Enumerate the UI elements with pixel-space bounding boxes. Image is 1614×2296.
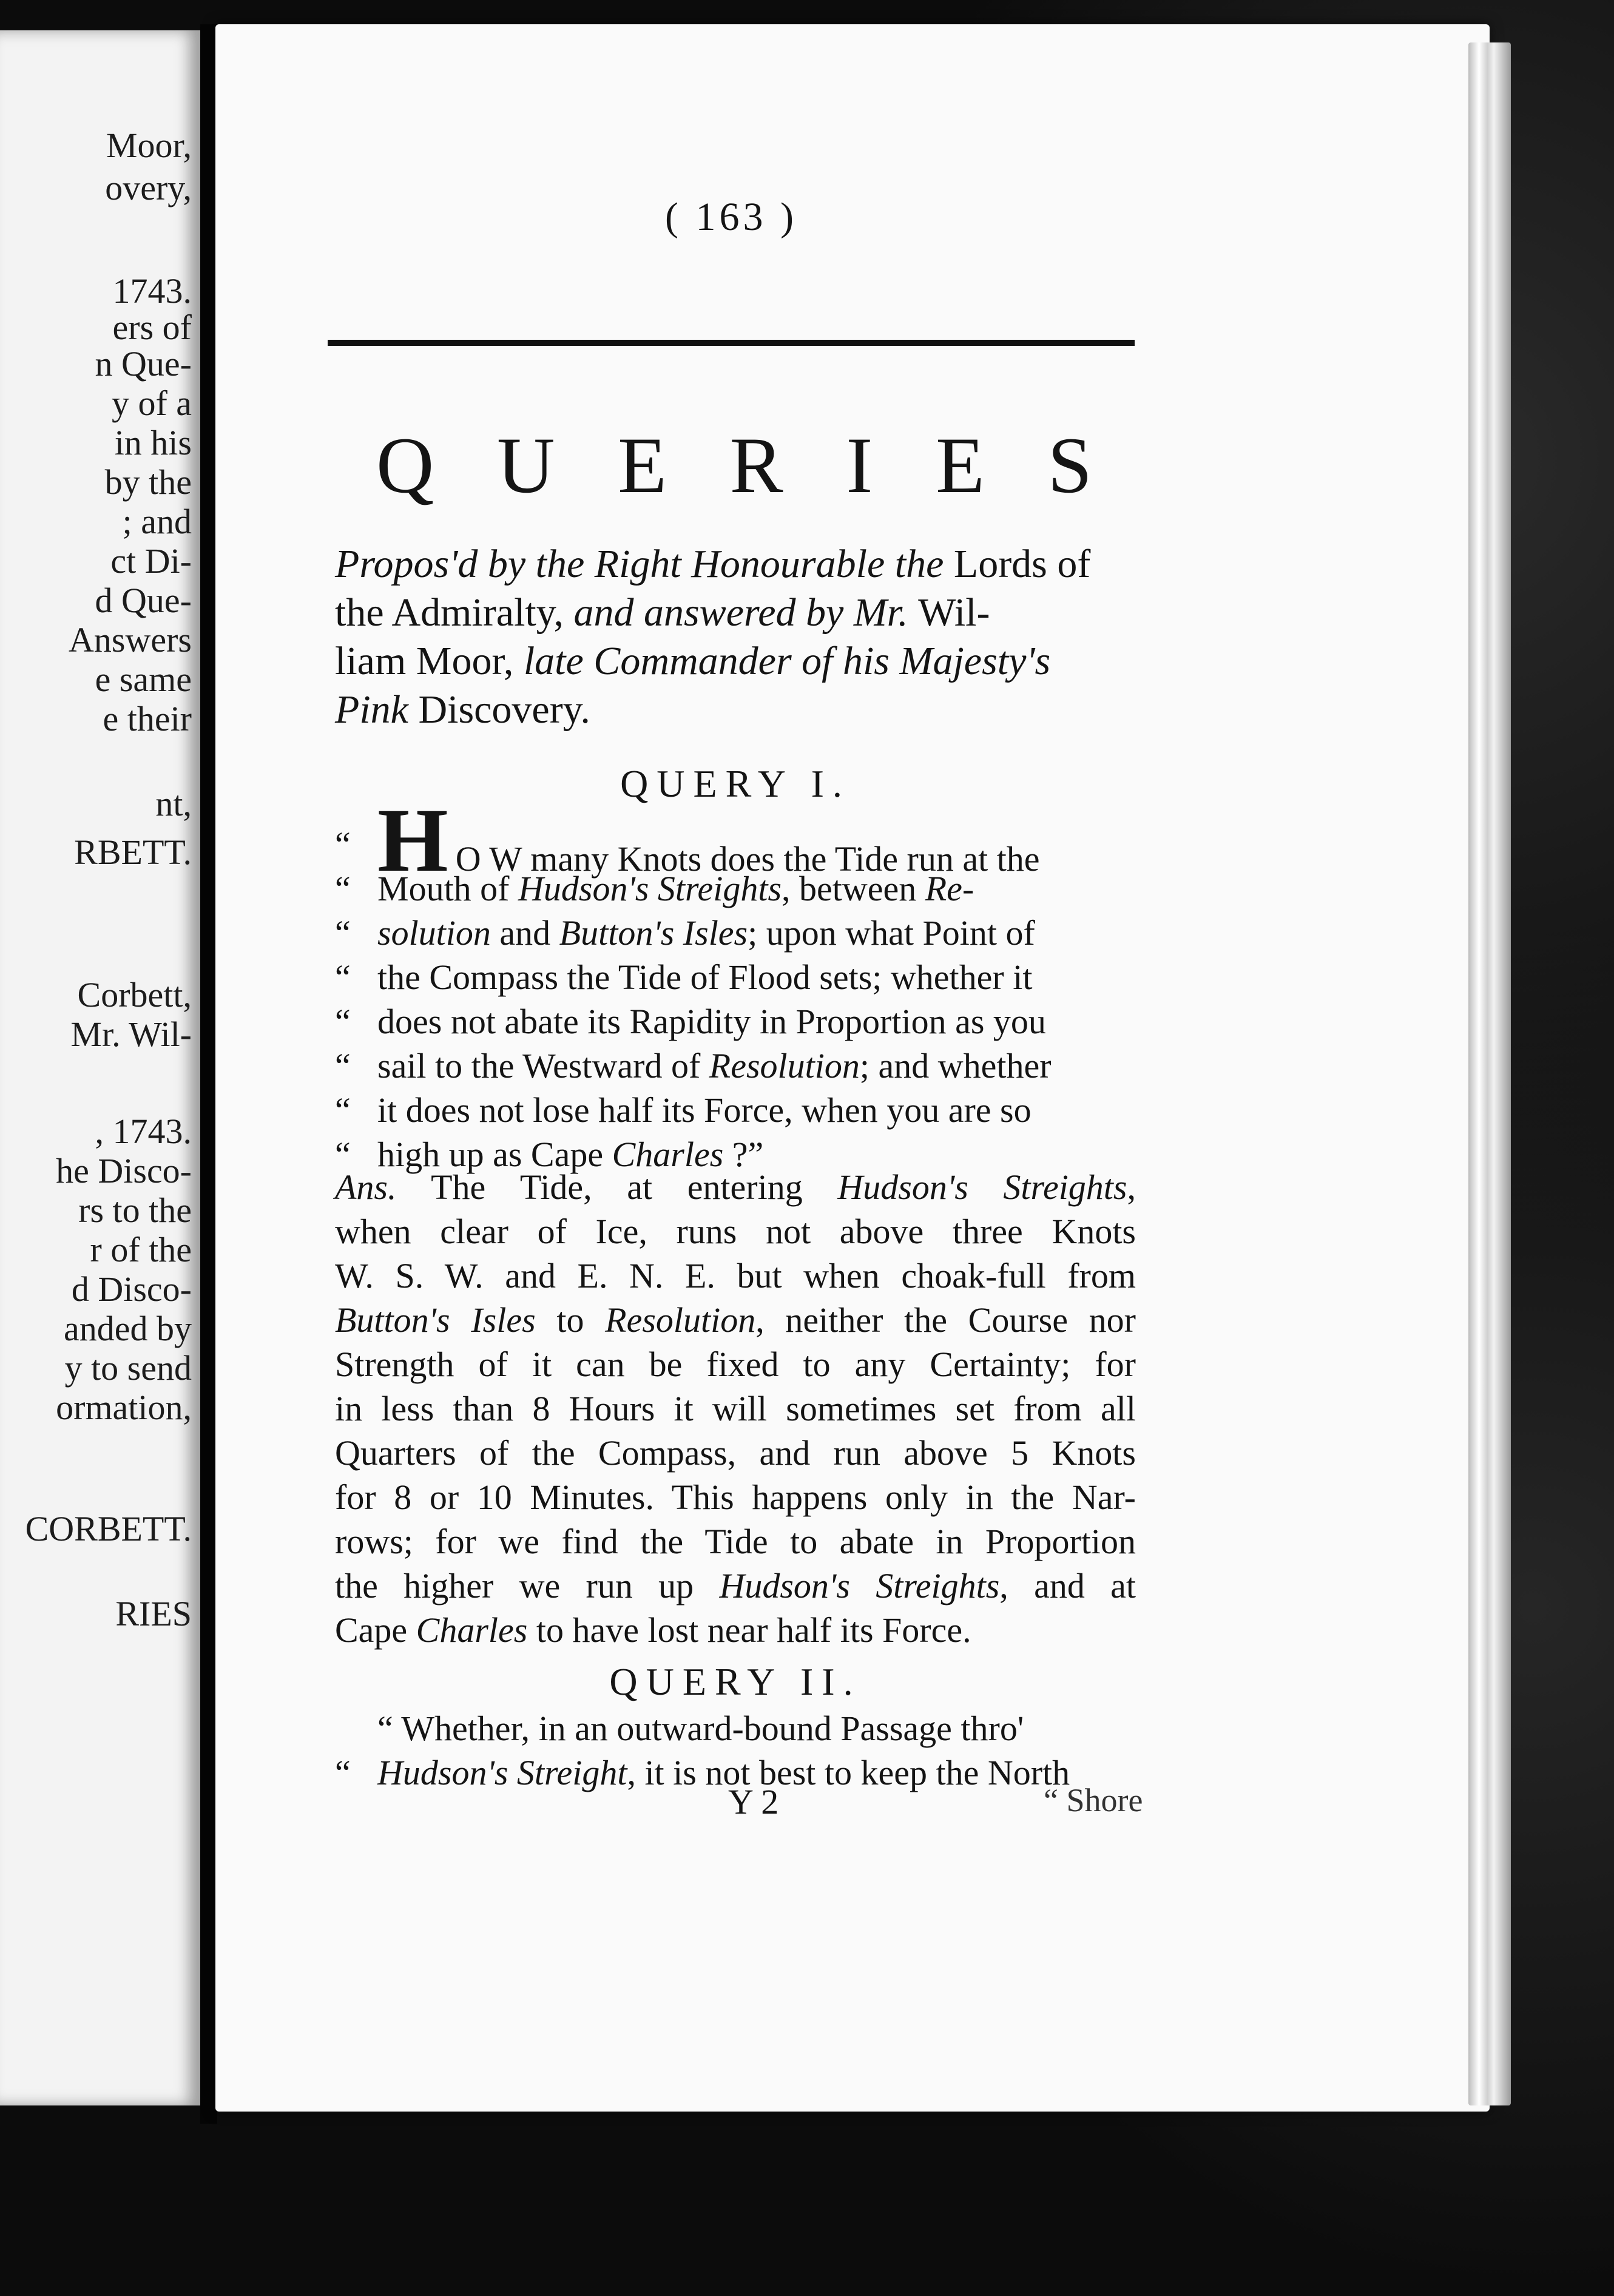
quotation-mark: “: [335, 1002, 351, 1041]
query-segment: it does not lose half its Force, when you are so: [377, 1090, 1032, 1130]
quotation-mark: “: [335, 1753, 351, 1792]
subtitle-segment: Wil-: [918, 590, 990, 635]
left-page-line: Mr. Wil-: [70, 1015, 192, 1054]
query-segment: Button's Isles: [559, 913, 748, 953]
left-page-line: y to send: [64, 1348, 192, 1388]
quotation-mark: “: [335, 869, 351, 908]
subtitle-line: [335, 686, 1136, 734]
answer-segment: , neither the Course nor: [755, 1300, 1136, 1340]
subtitle-line: [335, 589, 1136, 637]
query-segment: sail to the Westward of: [377, 1046, 709, 1086]
left-page-line: r of the: [90, 1230, 192, 1269]
query-segment: ?”: [723, 1135, 764, 1174]
quotation-mark: “: [335, 1135, 351, 1174]
query-segment: and: [490, 913, 559, 953]
left-page-line: RIES: [115, 1594, 192, 1633]
query-line: [335, 955, 1136, 999]
answer-line: [335, 1298, 1136, 1342]
query-segment: Mouth of: [377, 869, 518, 908]
query-line: [335, 1706, 1136, 1751]
answer-line: [335, 1431, 1136, 1475]
left-page-line: e their: [103, 699, 192, 738]
answer-segment: Cape: [335, 1610, 416, 1650]
query-segment: H: [377, 790, 448, 891]
previous-page-fragment: [0, 30, 200, 2105]
catchword: “ Shore: [1044, 1782, 1143, 1818]
answer-line: [335, 1608, 1136, 1652]
answer-line: [335, 1386, 1136, 1431]
left-page-line: e same: [95, 660, 192, 699]
left-page-line: Corbett,: [77, 975, 192, 1015]
left-page-line: CORBETT.: [25, 1509, 192, 1548]
subtitle-segment: and answered by Mr.: [573, 590, 919, 635]
query-segment: the Compass the Tide of Flood sets; whether it: [377, 957, 1033, 997]
answer-segment: Hudson's Streights: [837, 1167, 1127, 1207]
answer-segment: The Tide, at entering: [396, 1167, 838, 1207]
subtitle-segment: late Commander of his Majesty's: [523, 639, 1051, 683]
answer-1-text: [335, 1165, 1136, 1652]
answer-segment: when clear of Ice, runs not above three Knots: [335, 1212, 1136, 1251]
answer-segment: to: [535, 1300, 606, 1340]
left-page-line: he Disco-: [56, 1151, 192, 1190]
query-segment: “ Whether, in an outward-bound Passage thro': [377, 1709, 1024, 1748]
query-line-text: [377, 911, 1136, 955]
left-page-line: y of a: [111, 383, 192, 423]
page-number: ( 163 ): [665, 195, 797, 239]
answer-segment: W. S. W. and E. N. E. but when choak-full from: [335, 1256, 1136, 1295]
query-line: [335, 866, 1136, 911]
answer-line: [335, 1564, 1136, 1608]
answer-segment: the higher we run up: [335, 1566, 720, 1606]
left-page-line: 1743.: [112, 271, 192, 311]
query-line-text: [377, 1088, 1136, 1132]
left-page-line: rs to the: [78, 1190, 192, 1230]
subtitle-segment: Lords of: [953, 542, 1091, 586]
query-segment: Hudson's Streight: [377, 1753, 627, 1792]
query-segment: ; and whether: [859, 1046, 1052, 1086]
subtitle-line: [335, 637, 1136, 686]
query-1-text: [335, 790, 1136, 1177]
subtitle-line: [335, 540, 1136, 589]
subtitle-segment: the Admiralty,: [335, 590, 574, 635]
answer-line: [335, 1165, 1136, 1209]
answer-segment: in less than 8 Hours it will sometimes set from all: [335, 1389, 1136, 1428]
answer-segment: Ans.: [335, 1167, 397, 1207]
answer-line: [335, 1209, 1136, 1254]
answer-segment: , and at: [999, 1566, 1136, 1606]
left-page-line: ct Di-: [110, 541, 192, 581]
page-edges: [1468, 42, 1511, 2105]
answer-segment: to have lost near half its Force.: [527, 1610, 971, 1650]
subtitle-segment: Pink: [335, 687, 419, 732]
subtitle-segment: Propos'd by the Right Honourable the: [335, 542, 954, 586]
query-segment: ; upon what Point of: [748, 913, 1035, 953]
query-segment: , it is not best to keep the North: [627, 1753, 1070, 1792]
answer-line: [335, 1519, 1136, 1564]
title-letter: Q: [376, 420, 434, 510]
quotation-mark: “: [335, 1090, 351, 1130]
subtitle-segment: liam Moor,: [335, 639, 524, 683]
left-page-line: d Que-: [95, 581, 192, 620]
quotation-mark: “: [335, 825, 351, 864]
left-page-line: by the: [104, 462, 192, 502]
query-2-heading: QUERY II.: [609, 1660, 862, 1703]
answer-segment: ,: [1127, 1167, 1136, 1207]
query-segment: Hudson's Streights: [518, 869, 782, 908]
query-line-text: [377, 955, 1136, 999]
query-segment: Re-: [925, 869, 974, 908]
left-page-line: anded by: [64, 1309, 192, 1348]
answer-segment: Button's Isles: [335, 1300, 536, 1340]
answer-segment: Resolution: [605, 1300, 756, 1340]
answer-line: [335, 1254, 1136, 1298]
query-line: [335, 1088, 1136, 1132]
left-page-line: Answers: [69, 620, 192, 660]
answer-segment: Charles: [416, 1610, 528, 1650]
left-page-line: overy,: [105, 168, 192, 208]
left-page-line: Moor,: [106, 126, 192, 165]
left-page-line: d Disco-: [71, 1269, 192, 1309]
answer-segment: rows; for we find the Tide to abate in Proportion: [335, 1522, 1136, 1561]
title-letter: U: [497, 420, 555, 510]
left-page-line: RBETT.: [74, 832, 192, 872]
signature-mark: Y 2: [728, 1782, 779, 1822]
left-page-line: ers of: [112, 308, 192, 347]
query-segment: , between: [782, 869, 925, 908]
header-rule: [328, 340, 1135, 346]
query-segment: does not abate its Rapidity in Proportion as you: [377, 1002, 1046, 1041]
title-subtitle: [335, 540, 1136, 734]
title-letter: E: [618, 420, 667, 510]
title-letter: E: [936, 420, 985, 510]
subtitle-segment: Discovery.: [418, 687, 590, 732]
query-line-text: [377, 999, 1136, 1044]
query-line-text: [377, 1044, 1136, 1088]
query-line: [335, 1044, 1136, 1088]
answer-segment: Quarters of the Compass, and run above 5 Knots: [335, 1433, 1136, 1473]
answer-segment: Hudson's Streights: [719, 1566, 1000, 1606]
page-title: [376, 419, 1092, 512]
query-segment: O W many Knots does the Tide run at the: [455, 839, 1040, 879]
quotation-mark: “: [335, 913, 351, 953]
query-line: [335, 911, 1136, 955]
query-segment: Resolution: [709, 1046, 860, 1086]
query-segment: solution: [377, 913, 491, 953]
quotation-mark: “: [335, 957, 351, 997]
query-segment: Charles: [612, 1135, 724, 1174]
query-line-text: [377, 1706, 1136, 1751]
answer-segment: for 8 or 10 Minutes. This happens only in the Nar-: [335, 1477, 1136, 1517]
left-page-line: nt,: [155, 784, 192, 823]
query-line-text: [377, 866, 1136, 911]
left-page-line: ; and: [122, 502, 192, 541]
left-page-line: in his: [114, 423, 192, 462]
answer-line: [335, 1342, 1136, 1386]
title-letter: S: [1047, 420, 1092, 510]
book-gutter: [200, 24, 217, 2124]
left-page-line: , 1743.: [95, 1112, 192, 1151]
quotation-mark: [335, 1706, 377, 1751]
answer-segment: Strength of it can be fixed to any Certainty; for: [335, 1345, 1136, 1384]
answer-line: [335, 1475, 1136, 1519]
left-page-line: n Que-: [95, 344, 192, 383]
title-letter: I: [846, 420, 873, 510]
query-segment: high up as Cape: [377, 1135, 612, 1174]
quotation-mark: “: [335, 1046, 351, 1086]
query-1-heading: QUERY I.: [620, 762, 851, 805]
left-page-line: ormation,: [56, 1388, 192, 1427]
title-letter: R: [729, 420, 783, 510]
query-line: [335, 999, 1136, 1044]
